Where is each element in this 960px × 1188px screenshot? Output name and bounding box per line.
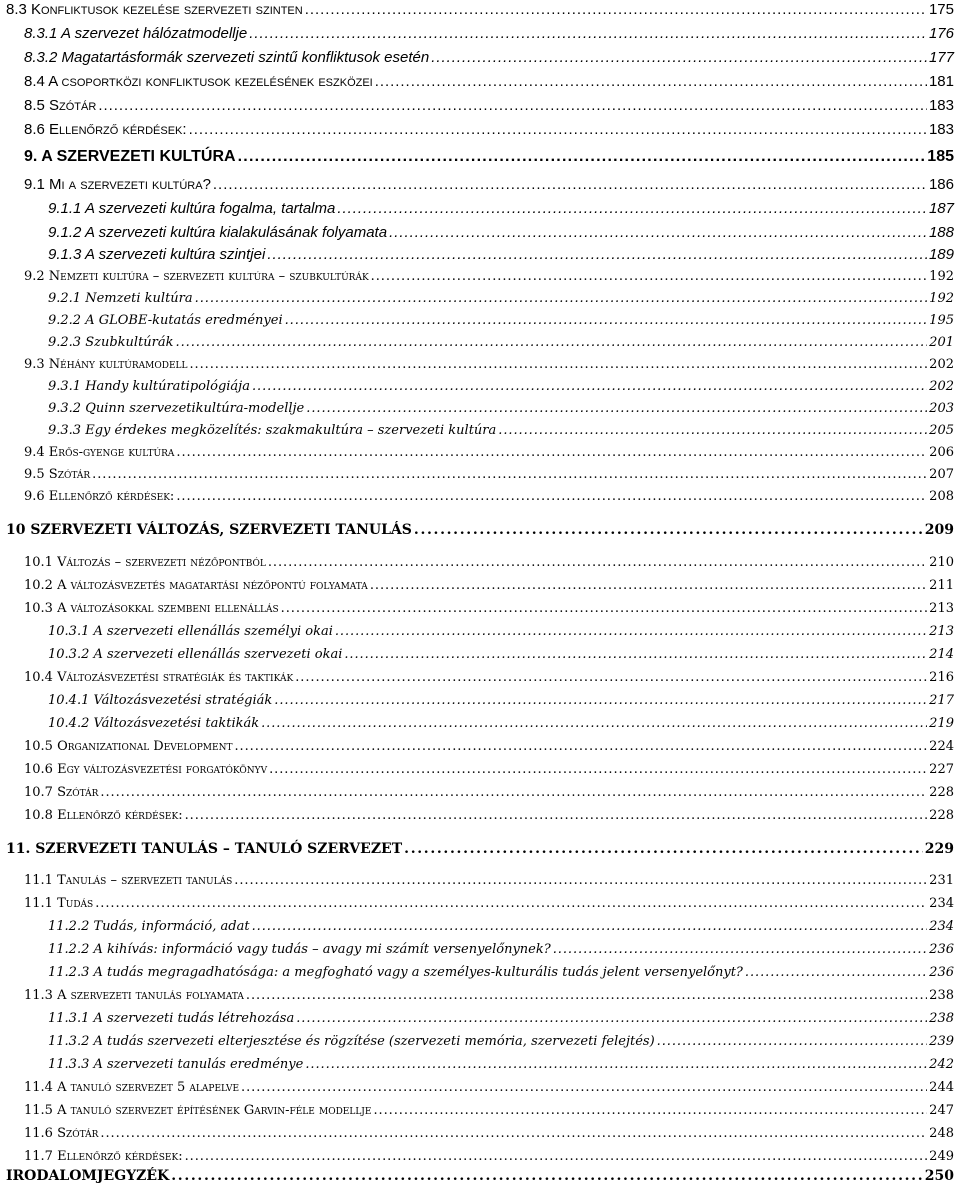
toc-entry-label: 11.2.2 A kihívás: információ vagy tudás – avagy mi számít versenyelőnynek?: [48, 942, 551, 957]
toc-entry-label: 11.1 Tudás: [24, 896, 94, 911]
toc-entry-label: 8.5 Szótár: [24, 97, 97, 114]
toc-entry-label: 11.5 A tanuló szervezet építésének Garvin-féle modellje: [24, 1103, 372, 1118]
toc-entry-page: 192: [929, 291, 954, 306]
toc-entry-page: 183: [928, 121, 954, 138]
toc-entry-label: 9.6 Ellenőrző kérdések:: [24, 489, 175, 504]
toc-chapter-9[interactable]: [24, 147, 954, 167]
toc-leader-dots: [176, 487, 927, 507]
toc-entry-page: 236: [929, 942, 954, 957]
toc-leader-dots: [171, 1166, 923, 1186]
toc-entry-11-5[interactable]: [24, 1101, 954, 1121]
toc-entry-11-3[interactable]: [24, 986, 954, 1006]
toc-leader-dots: [296, 1009, 927, 1029]
toc-entry-label: 9.3 Néhány kultúramodell: [24, 357, 188, 372]
toc-entry-10-3[interactable]: [24, 599, 954, 619]
toc-entry-page: 185: [927, 148, 954, 165]
toc-entry-page: 216: [929, 670, 954, 685]
toc-leader-dots: [185, 806, 928, 826]
toc-entry-page: 214: [929, 647, 954, 662]
toc-leader-dots: [241, 1078, 927, 1098]
toc-chapter-11[interactable]: [6, 839, 954, 859]
toc-entry-page: 217: [929, 693, 954, 708]
toc-entry-10-1[interactable]: [24, 553, 954, 573]
toc-leader-dots: [267, 245, 927, 265]
toc-leader-dots: [657, 1032, 928, 1052]
toc-leader-dots: [553, 940, 927, 960]
toc-entry-11-4[interactable]: [24, 1078, 954, 1098]
toc-entry-11-1-b[interactable]: [24, 894, 954, 914]
toc-entry-9-4[interactable]: [24, 443, 954, 463]
toc-entry-11-3-3[interactable]: [48, 1055, 954, 1075]
toc-entry-label: 9. A SZERVEZETI KULTÚRA: [24, 148, 236, 165]
toc-entry-label: 9.1 Mi a szervezeti kultúra?: [24, 176, 211, 193]
toc-entry-label: 8.3 Konfliktusok kezelése szervezeti szinten: [6, 1, 303, 18]
toc-entry-page: 231: [929, 873, 954, 888]
toc-entry-11-3-2[interactable]: [48, 1032, 954, 1052]
toc-entry-label: 11.3.1 A szervezeti tudás létrehozása: [48, 1011, 295, 1026]
toc-entry-label: 10.3.1 A szervezeti ellenállás személyi okai: [48, 624, 333, 639]
toc-leader-dots: [498, 421, 927, 441]
toc-bibliography[interactable]: [6, 1166, 954, 1186]
toc-entry-11-7[interactable]: [24, 1147, 954, 1167]
toc-entry-label: 10.4 Változásvezetési stratégiák és taktikák: [24, 670, 294, 685]
toc-entry-label: 10.7 Szótár: [24, 785, 99, 800]
toc-entry-page: 238: [929, 1011, 954, 1026]
toc-entry-10-8[interactable]: [24, 806, 954, 826]
toc-leader-dots: [92, 465, 927, 485]
toc-entry-9-3[interactable]: [24, 355, 954, 375]
toc-entry-label: 9.1.2 A szervezeti kultúra kialakulásának folyamata: [48, 224, 388, 241]
toc-leader-dots: [95, 894, 927, 914]
toc-entry-page: 228: [929, 808, 954, 823]
toc-entry-page: 205: [929, 423, 954, 438]
toc-entry-label: 10.3 A változásokkal szembeni ellenállás: [24, 601, 279, 616]
toc-entry-page: 176: [928, 25, 954, 42]
toc-leader-dots: [431, 48, 927, 68]
toc-entry-label: 9.3.1 Handy kultúratipológiája: [48, 379, 250, 394]
toc-leader-dots: [189, 120, 927, 140]
toc-entry-label: 10.1 Változás – szervezeti nézőpontból: [24, 555, 266, 570]
toc-leader-dots: [414, 520, 923, 540]
toc-entry-page: 195: [929, 313, 954, 328]
toc-entry-label: 10.5 Organizational Development: [24, 739, 233, 754]
toc-leader-dots: [252, 917, 928, 937]
toc-entry-page: 219: [929, 716, 954, 731]
toc-entry-9-3-3[interactable]: [48, 421, 954, 441]
toc-entry-label: 11.3.3 A szervezeti tanulás eredménye: [48, 1057, 304, 1072]
toc-entry-page: 234: [929, 896, 954, 911]
toc-leader-dots: [344, 645, 927, 665]
toc-leader-dots: [306, 399, 927, 419]
toc-leader-dots: [337, 199, 927, 219]
toc-entry-page: 175: [928, 1, 954, 18]
toc-entry-page: 248: [929, 1126, 954, 1141]
toc-leader-dots: [213, 175, 927, 195]
toc-leader-dots: [745, 963, 927, 983]
toc-entry-10-5[interactable]: [24, 737, 954, 757]
toc-entry-label: 11.2.3 A tudás megragadhatósága: a megfogható vagy a személyes-kulturális tudás jelent versenyelőnyt?: [48, 965, 743, 980]
toc-entry-11-3-1[interactable]: [48, 1009, 954, 1029]
toc-entry-9-2-3[interactable]: [48, 333, 954, 353]
toc-entry-label: 8.4 A csoportközi konfliktusok kezelésének eszközei: [24, 73, 373, 90]
toc-entry-9-1-1[interactable]: [48, 199, 954, 219]
toc-entry-page: 247: [929, 1103, 954, 1118]
toc-leader-dots: [234, 871, 927, 891]
toc-entry-page: 177: [928, 49, 954, 66]
toc-leader-dots: [261, 714, 927, 734]
toc-entry-9-1-3[interactable]: [48, 245, 954, 265]
toc-entry-10-4-1[interactable]: [48, 691, 954, 711]
toc-entry-page: 211: [929, 578, 954, 593]
toc-entry-11-2-2-b[interactable]: [48, 940, 954, 960]
toc-entry-label: 9.2.1 Nemzeti kultúra: [48, 291, 193, 306]
toc-entry-page: 210: [929, 555, 954, 570]
toc-entry-9-2-1[interactable]: [48, 289, 954, 309]
toc-entry-page: 203: [929, 401, 954, 416]
toc-entry-page: 202: [929, 357, 954, 372]
toc-entry-label: 8.3.1 A szervezet hálózatmodellje: [24, 25, 248, 42]
toc-entry-label: 9.1.1 A szervezeti kultúra fogalma, tartalma: [48, 200, 336, 217]
toc-entry-label: 8.6 Ellenőrző kérdések:: [24, 121, 187, 138]
toc-entry-8-3-1[interactable]: [24, 24, 954, 44]
toc-leader-dots: [281, 599, 928, 619]
toc-leader-dots: [238, 147, 926, 167]
toc-entry-10-3-2[interactable]: [48, 645, 954, 665]
toc-leader-dots: [185, 1147, 928, 1167]
toc-entry-page: 183: [928, 97, 954, 114]
toc-entry-page: 192: [929, 269, 954, 284]
toc-leader-dots: [98, 96, 927, 116]
toc-entry-page: 186: [928, 176, 954, 193]
toc-entry-label: 9.1.3 A szervezeti kultúra szintjei: [48, 246, 266, 263]
toc-leader-dots: [195, 289, 928, 309]
toc-entry-label: 9.3.3 Egy érdekes megközelítés: szakmakultúra – szervezeti kultúra: [48, 423, 497, 438]
toc-entry-label: 10.8 Ellenőrző kérdések:: [24, 808, 183, 823]
toc-entry-10-3-1[interactable]: [48, 622, 954, 642]
toc-entry-page: 224: [929, 739, 954, 754]
toc-entry-label: 9.2.3 Szubkultúrák: [48, 335, 174, 350]
toc-entry-page: 213: [929, 624, 954, 639]
toc-leader-dots: [389, 223, 927, 243]
toc-leader-dots: [335, 622, 927, 642]
toc-entry-label: 10.6 Egy változásvezetési forgatókönyv: [24, 762, 268, 777]
toc-entry-8-3-2[interactable]: [24, 48, 954, 68]
toc-entry-page: 189: [928, 246, 954, 263]
toc-entry-11-1[interactable]: [24, 871, 954, 891]
toc-entry-label: 11.6 Szótár: [24, 1126, 99, 1141]
toc-leader-dots: [249, 24, 927, 44]
toc-entry-label: 9.4 Erős-gyenge kultúra: [24, 445, 175, 460]
toc-entry-9-2[interactable]: [24, 267, 954, 287]
toc-entry-label: 9.2 Nemzeti kultúra – szervezeti kultúra – szubkultúrák: [24, 269, 369, 284]
toc-entry-page: 228: [929, 785, 954, 800]
toc-leader-dots: [268, 553, 927, 573]
toc-entry-page: 201: [929, 335, 954, 350]
toc-entry-10-4-2[interactable]: [48, 714, 954, 734]
toc-entry-label: 8.3.2 Magatartásformák szervezeti szintű konfliktusok esetén: [24, 49, 430, 66]
toc-entry-label: 10.3.2 A szervezeti ellenállás szervezeti okai: [48, 647, 343, 662]
toc-entry-label: 11. SZERVEZETI TANULÁS – TANULÓ SZERVEZET: [6, 841, 403, 857]
toc-entry-8-4[interactable]: [24, 72, 954, 92]
toc-entry-11-6[interactable]: [24, 1124, 954, 1144]
toc-entry-label: 10.2 A változásvezetés magatartási nézőpontú folyamata: [24, 578, 368, 593]
toc-leader-dots: [176, 443, 927, 463]
toc-entry-9-2-2[interactable]: [48, 311, 954, 331]
toc-leader-dots: [404, 839, 923, 859]
toc-entry-page: 206: [929, 445, 954, 460]
toc-entry-page: 209: [924, 522, 954, 538]
toc-entry-page: 234: [929, 919, 954, 934]
toc-entry-9-3-1[interactable]: [48, 377, 954, 397]
toc-entry-10-2[interactable]: [24, 576, 954, 596]
toc-leader-dots: [234, 737, 927, 757]
toc-chapter-10[interactable]: [6, 520, 954, 540]
toc-leader-dots: [176, 333, 928, 353]
toc-leader-dots: [100, 783, 927, 803]
toc-entry-label: 10.4.2 Változásvezetési taktikák: [48, 716, 260, 731]
toc-leader-dots: [246, 986, 927, 1006]
toc-entry-9-3-2[interactable]: [48, 399, 954, 419]
toc-entry-9-5[interactable]: [24, 465, 954, 485]
toc-entry-label: 10.4.1 Változásvezetési stratégiák: [48, 693, 273, 708]
toc-leader-dots: [375, 72, 927, 92]
toc-entry-label: 11.3.2 A tudás szervezeti elterjesztése és rögzítése (szervezeti memória, szervezeti felejtés): [48, 1034, 655, 1049]
toc-entry-page: 242: [929, 1057, 954, 1072]
toc-entry-10-7[interactable]: [24, 783, 954, 803]
toc-entry-label: IRODALOMJEGYZÉK: [6, 1168, 170, 1184]
toc-entry-label: 11.2.2 Tudás, információ, adat: [48, 919, 250, 934]
toc-entry-label: 11.4 A tanuló szervezet 5 alapelve: [24, 1080, 240, 1095]
toc-leader-dots: [285, 311, 928, 331]
toc-entry-page: 244: [929, 1080, 954, 1095]
toc-entry-page: 208: [929, 489, 954, 504]
toc-entry-label: 10 SZERVEZETI VÁLTOZÁS, SZERVEZETI TANULÁS: [6, 522, 412, 538]
toc-entry-9-6[interactable]: [24, 487, 954, 507]
toc-entry-label: 11.7 Ellenőrző kérdések:: [24, 1149, 183, 1164]
toc-entry-page: 250: [924, 1168, 954, 1184]
toc-entry-label: 9.3.2 Quinn szervezetikultúra-modellje: [48, 401, 305, 416]
toc-entry-page: 249: [929, 1149, 954, 1164]
toc-leader-dots: [295, 668, 927, 688]
toc-entry-11-2-3[interactable]: [48, 963, 954, 983]
toc-entry-label: 11.3 A szervezeti tanulás folyamata: [24, 988, 244, 1003]
toc-entry-page: 229: [924, 841, 954, 857]
toc-leader-dots: [252, 377, 927, 397]
toc-leader-dots: [305, 1055, 927, 1075]
toc-entry-9-1[interactable]: [24, 175, 954, 195]
toc-entry-8-3[interactable]: [6, 0, 954, 20]
toc-leader-dots: [189, 355, 927, 375]
toc-leader-dots: [371, 267, 928, 287]
toc-entry-page: 188: [928, 224, 954, 241]
toc-entry-page: 239: [929, 1034, 954, 1049]
toc-entry-page: 202: [929, 379, 954, 394]
toc-entry-label: 9.2.2 A GLOBE-kutatás eredményei: [48, 313, 283, 328]
toc-entry-11-2-2-a[interactable]: [48, 917, 954, 937]
toc-entry-8-5[interactable]: [24, 96, 954, 116]
toc-entry-page: 213: [929, 601, 954, 616]
toc-entry-page: 236: [929, 965, 954, 980]
toc-leader-dots: [373, 1101, 927, 1121]
toc-leader-dots: [274, 691, 927, 711]
toc-entry-page: 238: [929, 988, 954, 1003]
toc-entry-label: 11.1 Tanulás – szervezeti tanulás: [24, 873, 233, 888]
toc-entry-label: 9.5 Szótár: [24, 467, 91, 482]
toc-leader-dots: [305, 0, 927, 20]
toc-entry-9-1-2[interactable]: [48, 223, 954, 243]
toc-entry-page: 187: [928, 200, 954, 217]
toc-entry-10-6[interactable]: [24, 760, 954, 780]
toc-leader-dots: [269, 760, 927, 780]
toc-entry-page: 181: [928, 73, 954, 90]
toc-entry-10-4[interactable]: [24, 668, 954, 688]
toc-entry-page: 207: [929, 467, 954, 482]
toc-entry-8-6[interactable]: [24, 120, 954, 140]
toc-leader-dots: [370, 576, 927, 596]
toc-leader-dots: [100, 1124, 927, 1144]
toc-entry-page: 227: [929, 762, 954, 777]
